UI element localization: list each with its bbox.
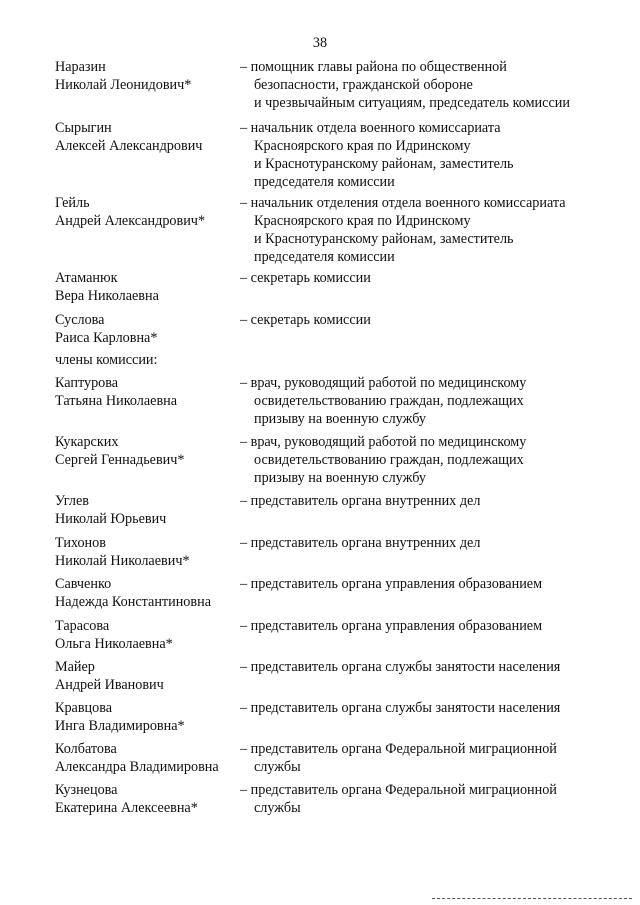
member-name [55, 374, 240, 410]
member-name [55, 658, 240, 694]
role-line: службы [254, 800, 301, 816]
member-given-names: Алексей Александрович [55, 138, 203, 154]
member-surname: Гейль [55, 195, 90, 211]
member-role [240, 575, 610, 593]
role-line: – представитель органа службы занятости населения [240, 700, 561, 716]
member-given-names: Сергей Геннадьевич* [55, 452, 185, 468]
member-surname: Суслова [55, 312, 105, 328]
role-line: и Краснотуранскому районам, заместитель [254, 231, 514, 247]
member-name [55, 699, 240, 735]
role-line: призыву на военную службу [254, 470, 426, 486]
member-surname: Колбатова [55, 741, 117, 757]
member-role [240, 492, 610, 510]
member-role [240, 311, 610, 329]
member-surname: Майер [55, 659, 95, 675]
role-line: – секретарь комиссии [240, 312, 371, 328]
member-name [55, 617, 240, 653]
member-surname: Тихонов [55, 535, 106, 551]
member-given-names: Раиса Карловна* [55, 330, 158, 346]
member-surname: Наразин [55, 59, 106, 75]
member-role [240, 194, 610, 266]
member-given-names: Ольга Николаевна* [55, 636, 173, 652]
page-number: 38 [312, 35, 328, 51]
member-role [240, 374, 610, 428]
role-line: безопасности, гражданской обороне [254, 77, 473, 93]
member-name [55, 311, 240, 347]
role-line: – начальник отдела военного комиссариата [240, 120, 501, 136]
role-line: Красноярского края по Идринскому [254, 213, 471, 229]
role-line: – врач, руководящий работой по медицинскому [240, 375, 527, 391]
role-line: – представитель органа управления образованием [240, 618, 543, 634]
member-given-names: Николай Юрьевич [55, 511, 167, 527]
role-line: призыву на военную службу [254, 411, 426, 427]
member-name [55, 534, 240, 570]
member-role [240, 119, 610, 191]
footer-divider [432, 898, 632, 899]
role-line: председателя комиссии [254, 249, 395, 265]
member-role [240, 740, 610, 776]
role-line: и Краснотуранскому районам, заместитель [254, 156, 514, 172]
member-given-names: Вера Николаевна [55, 288, 159, 304]
role-line: Красноярского края по Идринскому [254, 138, 471, 154]
role-line: – представитель органа внутренних дел [240, 493, 481, 509]
member-surname: Кравцова [55, 700, 113, 716]
role-line: – секретарь комиссии [240, 270, 371, 286]
role-line: – начальник отделения отдела военного комиссариата [240, 195, 566, 211]
member-name [55, 433, 240, 469]
role-line: – представитель органа службы занятости населения [240, 659, 561, 675]
member-role [240, 433, 610, 487]
role-line: – врач, руководящий работой по медицинскому [240, 434, 527, 450]
member-surname: Каптурова [55, 375, 119, 391]
member-given-names: Инга Владимировна* [55, 718, 185, 734]
member-role [240, 534, 610, 552]
role-line: службы [254, 759, 301, 775]
member-name [55, 740, 240, 776]
member-name [55, 194, 240, 230]
member-given-names: Андрей Александрович* [55, 213, 206, 229]
role-line: председателя комиссии [254, 174, 395, 190]
member-surname: Атаманюк [55, 270, 118, 286]
member-name [55, 119, 240, 155]
role-line: освидетельствованию граждан, подлежащих [254, 452, 524, 468]
member-name [55, 781, 240, 817]
role-line: – помощник главы района по общественной [240, 59, 507, 75]
members-heading: члены комиссии: [55, 352, 158, 368]
role-line: – представитель органа внутренних дел [240, 535, 481, 551]
role-line: – представитель органа Федеральной миграционной [240, 741, 557, 757]
role-line: и чрезвычайным ситуациям, председатель комиссии [254, 95, 570, 111]
member-role [240, 58, 610, 112]
member-surname: Сырыгин [55, 120, 112, 136]
member-given-names: Надежда Константиновна [55, 594, 211, 610]
role-line: освидетельствованию граждан, подлежащих [254, 393, 524, 409]
member-given-names: Андрей Иванович [55, 677, 164, 693]
member-surname: Углев [55, 493, 89, 509]
member-role [240, 699, 610, 717]
member-given-names: Александра Владимировна [55, 759, 219, 775]
member-name [55, 269, 240, 305]
role-line: – представитель органа управления образованием [240, 576, 543, 592]
member-given-names: Николай Николаевич* [55, 553, 190, 569]
member-given-names: Татьяна Николаевна [55, 393, 178, 409]
member-role [240, 269, 610, 287]
member-surname: Кукарских [55, 434, 119, 450]
member-surname: Тарасова [55, 618, 110, 634]
member-role [240, 781, 610, 817]
member-surname: Кузнецова [55, 782, 118, 798]
member-name [55, 492, 240, 528]
member-given-names: Екатерина Алексеевна* [55, 800, 198, 816]
role-line: – представитель органа Федеральной миграционной [240, 782, 557, 798]
member-role [240, 617, 610, 635]
member-name [55, 575, 240, 611]
member-given-names: Николай Леонидович* [55, 77, 192, 93]
member-surname: Савченко [55, 576, 112, 592]
member-role [240, 658, 610, 676]
member-name [55, 58, 240, 94]
